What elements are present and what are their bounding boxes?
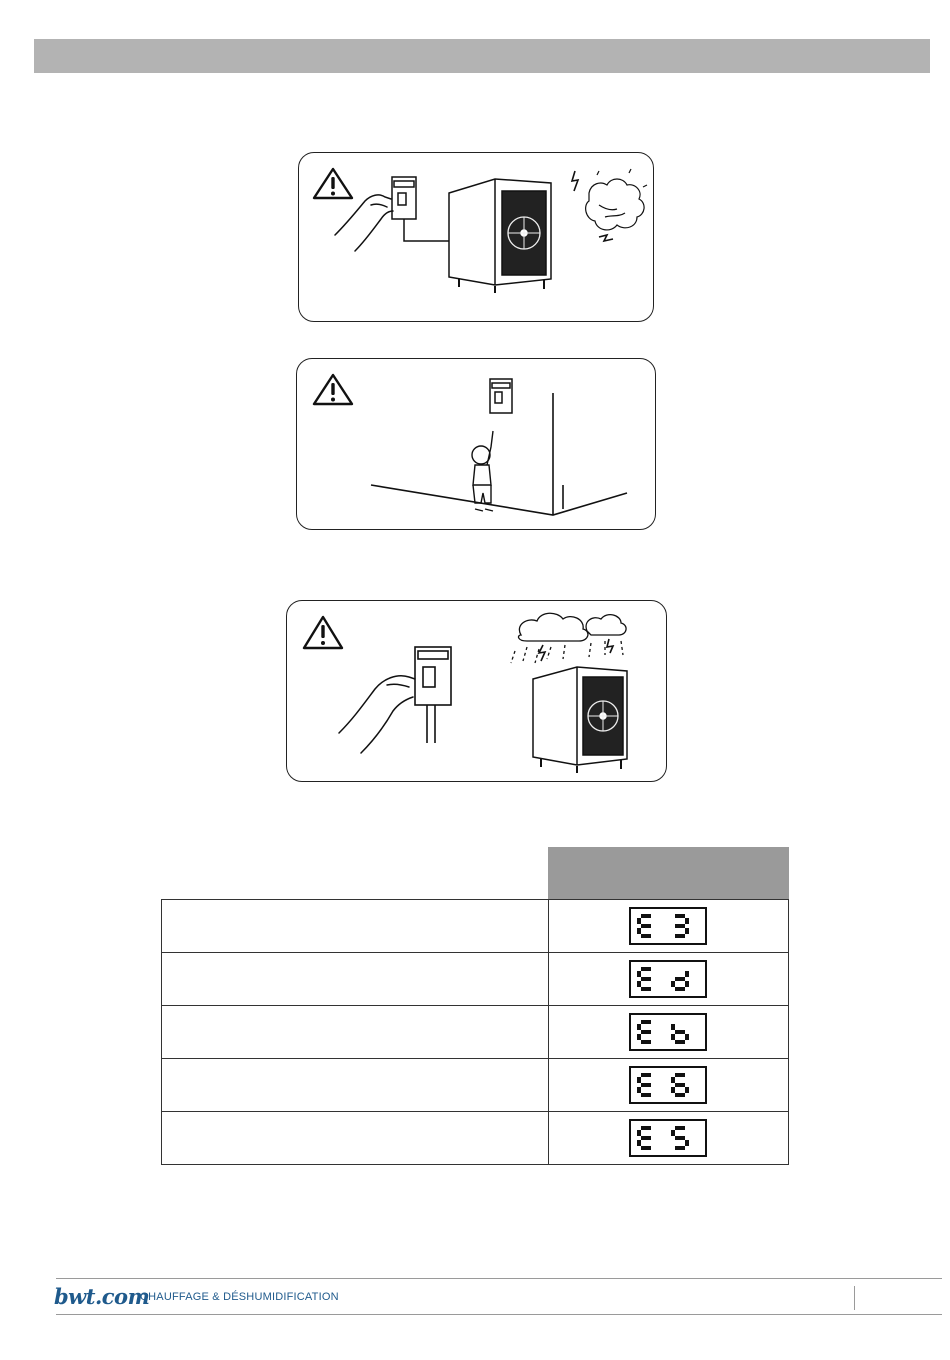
lcd-segment: [675, 1030, 685, 1034]
lcd-segment: [671, 1130, 675, 1136]
lcd-code-eb: [631, 1015, 705, 1049]
lcd-segment: [637, 981, 641, 987]
lcd-segment: [675, 1083, 685, 1087]
lcd-segment: [637, 1087, 641, 1093]
lcd-segment: [641, 1073, 651, 1077]
lcd-segment: [675, 1040, 685, 1044]
lcd-code-e3: [631, 909, 705, 943]
lcd-segment: [637, 1140, 641, 1146]
table-cell-description: [162, 900, 549, 953]
lcd-segment: [637, 918, 641, 924]
lcd-segment: [641, 914, 651, 918]
table-cell-code: [548, 1006, 788, 1059]
lcd-segment: [641, 1040, 651, 1044]
lcd-code-e6: [631, 1068, 705, 1102]
lcd-segment: [685, 1140, 689, 1146]
hand-icon: [335, 195, 393, 251]
lcd-segment: [641, 1030, 651, 1034]
fire-explosion-icon: [586, 169, 647, 230]
lcd-segment: [641, 967, 651, 971]
lcd-segment: [685, 971, 689, 977]
table-cell-code: [548, 953, 788, 1006]
lcd-segment: [641, 977, 651, 981]
table-header-blank: [162, 847, 549, 900]
lcd-segment: [641, 934, 651, 938]
table-row: [162, 1059, 789, 1112]
warning-illustration-panel-1: [298, 152, 654, 322]
lcd-segment: [675, 914, 685, 918]
lcd-display: [629, 1066, 707, 1104]
table-header-code-column: [548, 847, 788, 900]
lcd-segment: [675, 1136, 685, 1140]
table-cell-description: [162, 1059, 549, 1112]
lcd-segment: [641, 924, 651, 928]
footer-category: CHAUFFAGE & DÉSHUMIDIFICATION: [140, 1291, 339, 1303]
lcd-code-ed: [631, 962, 705, 996]
lcd-segment: [641, 1146, 651, 1150]
breaker-switch-icon: [490, 379, 512, 413]
lcd-segment: [641, 987, 651, 991]
lcd-segment: [671, 1024, 675, 1030]
warning-icon: [314, 375, 352, 404]
warning-icon: [304, 617, 342, 648]
lcd-display: [629, 1119, 707, 1157]
lcd-segment: [671, 1077, 675, 1083]
lcd-segment: [641, 1020, 651, 1024]
table-row: [162, 1006, 789, 1059]
lcd-segment: [637, 1034, 641, 1040]
breaker-switch-icon: [415, 647, 451, 743]
warning-illustration-panel-2: [296, 358, 656, 530]
lcd-segment: [685, 928, 689, 934]
lcd-segment: [641, 1126, 651, 1130]
table-cell-description: [162, 1112, 549, 1165]
lcd-segment: [675, 1146, 685, 1150]
lcd-segment: [637, 1024, 641, 1030]
heat-pump-unit-icon: [533, 667, 627, 773]
breaker-switch-icon: [392, 177, 449, 241]
lcd-segment: [675, 1093, 685, 1097]
warning-illustration-panel-3: [286, 600, 667, 782]
lcd-segment: [685, 1034, 689, 1040]
storm-cloud-icon: [511, 613, 626, 663]
lcd-segment: [641, 1083, 651, 1087]
lcd-segment: [641, 1136, 651, 1140]
lcd-segment: [675, 987, 685, 991]
section-header-bar: [34, 39, 930, 73]
table-row: [162, 1112, 789, 1165]
table-cell-code: [548, 1059, 788, 1112]
table-row: [162, 953, 789, 1006]
lcd-display: [629, 960, 707, 998]
warning-icon: [314, 169, 352, 198]
lcd-segment: [671, 1034, 675, 1040]
lcd-display: [629, 1013, 707, 1051]
footer-top-rule: [56, 1278, 942, 1279]
lcd-segment: [637, 971, 641, 977]
lcd-code-e5: [631, 1121, 705, 1155]
lcd-segment: [637, 1077, 641, 1083]
footer-separator: [854, 1286, 855, 1310]
lcd-segment: [675, 1073, 685, 1077]
table-cell-code: [548, 1112, 788, 1165]
lcd-segment: [675, 934, 685, 938]
lcd-segment: [675, 1126, 685, 1130]
error-code-table: [161, 847, 789, 1165]
table-row: [162, 900, 789, 953]
lcd-segment: [675, 924, 685, 928]
lcd-segment: [685, 1087, 689, 1093]
child-icon: [472, 431, 493, 511]
lcd-segment: [675, 977, 685, 981]
lcd-segment: [637, 928, 641, 934]
heat-pump-unit-icon: [449, 179, 551, 293]
table-cell-description: [162, 953, 549, 1006]
table-cell-description: [162, 1006, 549, 1059]
wall-corner: [371, 393, 627, 515]
lcd-segment: [685, 981, 689, 987]
brand-logo: bwt.com: [54, 1284, 150, 1309]
lcd-segment: [671, 981, 675, 987]
lcd-segment: [637, 1130, 641, 1136]
lcd-segment: [671, 1087, 675, 1093]
lcd-display: [629, 907, 707, 945]
footer-bottom-rule: [56, 1314, 942, 1315]
table-cell-code: [548, 900, 788, 953]
table-header-row: [162, 847, 789, 900]
hand-icon: [339, 676, 415, 753]
lcd-segment: [641, 1093, 651, 1097]
lcd-segment: [685, 918, 689, 924]
